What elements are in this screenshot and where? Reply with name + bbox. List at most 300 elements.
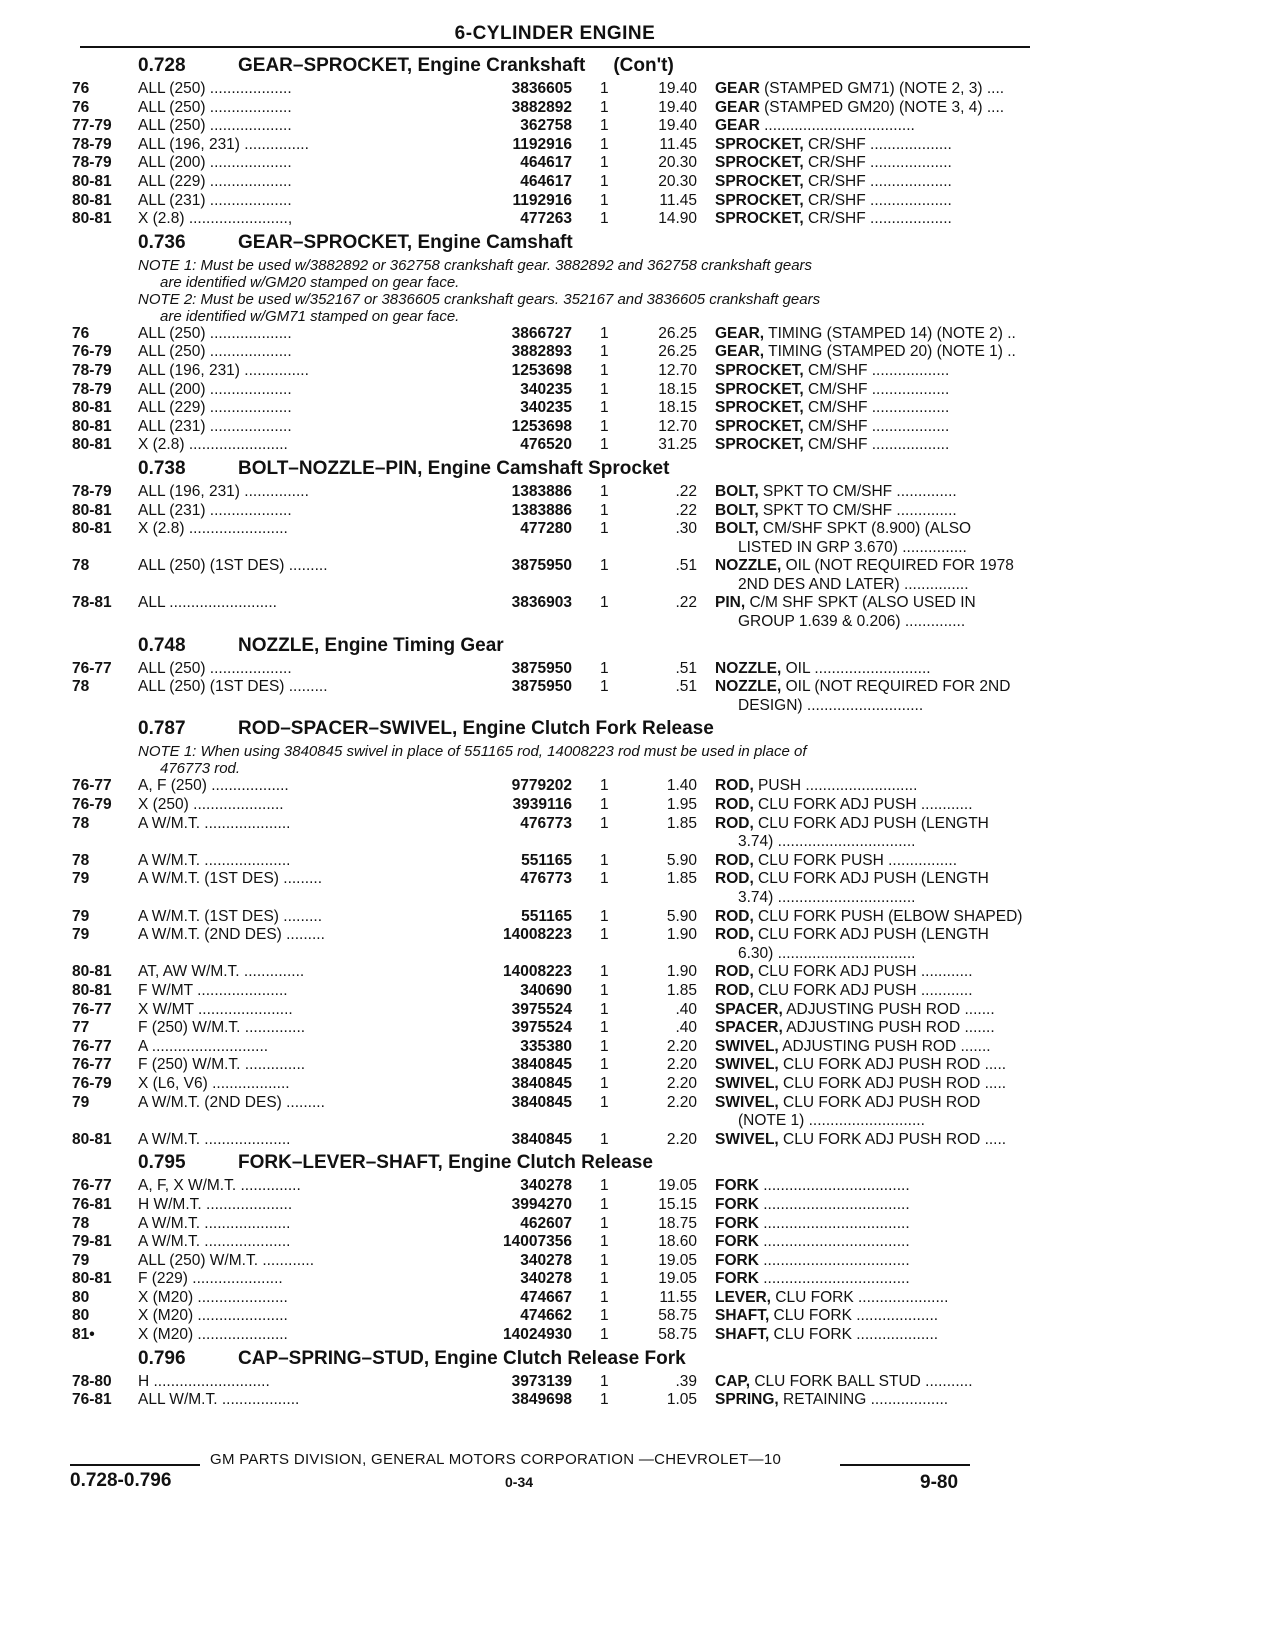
row-years: 79 xyxy=(72,926,90,944)
row-years: 76 xyxy=(72,80,90,97)
row-description-key: ROD, xyxy=(715,796,754,814)
section-title: ROD–SPACER–SWIVEL, Engine Clutch Fork Release xyxy=(238,718,714,740)
row-part-number: 340690 xyxy=(520,981,572,999)
row-part-number: 3975524 xyxy=(511,1019,572,1037)
row-model: H ........................... xyxy=(138,1372,270,1390)
row-description-text: CLU FORK ADJ PUSH (LENGTH xyxy=(753,814,989,832)
row-description-text: CM/SHF .................. xyxy=(803,399,950,417)
row-description-text: CR/SHF ................... xyxy=(803,191,952,209)
row-model: A W/M.T. .................... xyxy=(138,851,291,869)
row-price: 15.15 xyxy=(658,1195,697,1213)
row-years: 80-81 xyxy=(72,963,112,981)
section-heading xyxy=(70,1149,1030,1177)
catalog-section xyxy=(70,1345,1030,1410)
row-part-number: 3973139 xyxy=(511,1372,572,1390)
row-description-key: SPROCKET, xyxy=(715,399,804,417)
row-model: A W/M.T. .................... xyxy=(138,1130,291,1148)
row-years: 78 xyxy=(72,557,90,575)
row-description xyxy=(715,192,1057,211)
row-part-number: 14007356 xyxy=(503,1233,572,1251)
row-model: A W/M.T. .................... xyxy=(138,1214,291,1232)
row-description xyxy=(715,362,1057,381)
row-model: H W/M.T. .................... xyxy=(138,1195,293,1213)
row-model: ALL (196, 231) ............... xyxy=(138,135,309,153)
row-description-key: PIN, xyxy=(715,594,746,612)
row-description-text: .................................. xyxy=(758,1270,910,1288)
row-model: X (M20) ..................... xyxy=(138,1288,288,1306)
catalog-section xyxy=(70,632,1030,716)
row-description xyxy=(715,154,1057,173)
row-model: ALL (231) ................... xyxy=(138,501,292,519)
row-description-key: SWIVEL, xyxy=(715,1130,779,1148)
section-heading xyxy=(70,455,1030,483)
row-quantity: 1 xyxy=(600,482,609,500)
part-row xyxy=(70,1289,1030,1308)
row-description xyxy=(715,1131,1057,1150)
row-description-key: SPROCKET, xyxy=(715,436,804,454)
row-part-number: 1192916 xyxy=(512,135,572,153)
row-description-text: ADJUSTING PUSH ROD ....... xyxy=(778,1037,991,1055)
row-description-key: SPROCKET, xyxy=(715,172,804,190)
row-model: F W/MT ..................... xyxy=(138,981,288,999)
row-description-key: FORK xyxy=(715,1251,759,1269)
row-quantity: 1 xyxy=(600,520,609,538)
section-heading xyxy=(70,229,1030,257)
section-code: 0.748 xyxy=(138,634,186,656)
row-years: 78-80 xyxy=(72,1372,112,1390)
row-description-key: SPACER, xyxy=(715,1000,783,1018)
row-description xyxy=(715,1177,1057,1196)
row-model: X (2.8) ......................., xyxy=(138,210,293,228)
row-description-key: GEAR, xyxy=(715,343,765,361)
row-price: .40 xyxy=(675,1019,697,1037)
row-description-continued xyxy=(70,613,1030,632)
row-quantity: 1 xyxy=(600,1037,609,1055)
row-quantity: 1 xyxy=(600,191,609,209)
row-description-text: CR/SHF ................... xyxy=(803,172,952,190)
row-description-continued xyxy=(70,889,1030,908)
row-description-key: FORK xyxy=(715,1270,759,1288)
row-description-cont-text: GROUP 1.639 & 0.206) .............. xyxy=(738,613,966,631)
row-part-number: 14008223 xyxy=(503,963,572,981)
catalog-section xyxy=(70,52,1030,229)
row-price: 2.20 xyxy=(666,1037,697,1055)
catalog-section xyxy=(70,1149,1030,1344)
part-row xyxy=(70,381,1030,400)
row-years: 78 xyxy=(72,814,90,832)
part-row xyxy=(70,325,1030,344)
row-years: 76-79 xyxy=(72,1074,112,1092)
row-part-number: 1253698 xyxy=(511,417,572,435)
row-description-key: NOZZLE, xyxy=(715,659,782,677)
row-description xyxy=(715,557,1057,576)
part-row xyxy=(70,173,1030,192)
row-price: 1.05 xyxy=(666,1391,697,1409)
row-description xyxy=(715,418,1057,437)
page-footer xyxy=(70,1448,1010,1508)
row-part-number: 9779202 xyxy=(511,777,572,795)
row-description xyxy=(715,1038,1057,1057)
row-description-key: FORK xyxy=(715,1214,759,1232)
row-price: 19.05 xyxy=(658,1177,697,1195)
row-price: 5.90 xyxy=(666,851,697,869)
row-quantity: 1 xyxy=(600,1019,609,1037)
section-code: 0.738 xyxy=(138,457,186,479)
row-price: .39 xyxy=(675,1372,697,1390)
row-years: 80-81 xyxy=(72,1270,112,1288)
footer-line xyxy=(70,1448,1010,1468)
section-note xyxy=(138,743,1030,777)
row-description-key: SPROCKET, xyxy=(715,210,804,228)
title-rule xyxy=(80,46,1030,48)
row-price: 19.40 xyxy=(658,117,697,135)
row-part-number: 476773 xyxy=(520,814,572,832)
row-quantity: 1 xyxy=(600,1391,609,1409)
row-years: 80-81 xyxy=(72,981,112,999)
row-description-text: .................................. xyxy=(758,1195,910,1213)
footer-publisher: GM PARTS DIVISION, GENERAL MOTORS CORPORATION —CHEVROLET—10 xyxy=(210,1451,782,1468)
row-model: X (M20) ..................... xyxy=(138,1307,288,1325)
row-part-number: 3840845 xyxy=(511,1056,572,1074)
row-price: 2.20 xyxy=(666,1093,697,1111)
row-part-number: 477280 xyxy=(520,520,572,538)
note-line: NOTE 1: When using 3840845 swivel in place of 551165 rod, 14008223 rod must be used in place of xyxy=(138,743,807,761)
row-quantity: 1 xyxy=(600,870,609,888)
row-description-key: BOLT, xyxy=(715,501,759,519)
row-description xyxy=(715,1075,1057,1094)
part-row xyxy=(70,1252,1030,1271)
row-quantity: 1 xyxy=(600,1307,609,1325)
row-description-text: OIL ........................... xyxy=(781,659,931,677)
row-quantity: 1 xyxy=(600,1214,609,1232)
row-part-number: 1192916 xyxy=(512,191,572,209)
row-model: ALL (250) (1ST DES) ......... xyxy=(138,557,328,575)
row-description-key: FORK xyxy=(715,1233,759,1251)
row-quantity: 1 xyxy=(600,1000,609,1018)
row-model: ALL (250) ................... xyxy=(138,80,292,97)
part-row xyxy=(70,343,1030,362)
part-row xyxy=(70,1131,1030,1150)
row-description-text: CLU FORK BALL STUD ........... xyxy=(750,1372,973,1390)
row-description-key: SPRING, xyxy=(715,1391,779,1409)
row-price: .51 xyxy=(675,659,697,677)
row-price: 1.90 xyxy=(666,926,697,944)
part-row xyxy=(70,815,1030,834)
section-title: BOLT–NOZZLE–PIN, Engine Camshaft Sprocket xyxy=(238,457,670,479)
row-price: 1.40 xyxy=(666,777,697,795)
row-description-key: FORK xyxy=(715,1177,759,1195)
row-description xyxy=(715,1391,1057,1410)
row-description-text: CLU FORK PUSH (ELBOW SHAPED) xyxy=(753,907,1023,925)
row-quantity: 1 xyxy=(600,926,609,944)
row-description-key: ROD, xyxy=(715,981,754,999)
section-code: 0.728 xyxy=(138,55,186,76)
row-part-number: 477263 xyxy=(520,210,572,228)
part-row xyxy=(70,436,1030,455)
row-description-text: CLU FORK ADJ PUSH ROD ..... xyxy=(778,1130,1007,1148)
part-row xyxy=(70,1094,1030,1113)
row-price: 1.90 xyxy=(666,963,697,981)
row-description xyxy=(715,173,1057,192)
part-row xyxy=(70,908,1030,927)
row-description xyxy=(715,520,1057,539)
row-description-key: SWIVEL, xyxy=(715,1056,779,1074)
row-price: 58.75 xyxy=(658,1307,697,1325)
row-model: A W/M.T. .................... xyxy=(138,814,291,832)
row-price: 2.20 xyxy=(666,1130,697,1148)
row-description-key: ROD, xyxy=(715,851,754,869)
row-quantity: 1 xyxy=(600,1326,609,1344)
row-quantity: 1 xyxy=(600,210,609,228)
row-years: 81• xyxy=(72,1326,95,1344)
row-model: A, F, X W/M.T. .............. xyxy=(138,1177,301,1195)
row-description-text: (STAMPED GM71) (NOTE 2, 3) .... xyxy=(759,80,1005,97)
row-description-cont-text: 3.74) ................................ xyxy=(738,833,916,851)
row-quantity: 1 xyxy=(600,80,609,97)
row-description-key: SPACER, xyxy=(715,1019,783,1037)
row-description-text: ................................... xyxy=(759,117,915,135)
row-description xyxy=(715,594,1057,613)
row-quantity: 1 xyxy=(600,1195,609,1213)
row-part-number: 362758 xyxy=(520,117,572,135)
row-years: 79 xyxy=(72,907,90,925)
row-description-key: SHAFT, xyxy=(715,1326,770,1344)
row-description-key: SPROCKET, xyxy=(715,135,804,153)
row-quantity: 1 xyxy=(600,361,609,379)
row-description-text: .................................. xyxy=(758,1251,910,1269)
row-description xyxy=(715,1373,1057,1392)
row-price: 11.55 xyxy=(659,1288,697,1306)
section-title: CAP–SPRING–STUD, Engine Clutch Release Fork xyxy=(238,1347,686,1369)
row-description xyxy=(715,1094,1057,1113)
row-description-key: SPROCKET, xyxy=(715,417,804,435)
part-row xyxy=(70,520,1030,539)
row-part-number: 340235 xyxy=(520,380,572,398)
section-note xyxy=(138,291,1030,325)
row-part-number: 3875950 xyxy=(511,557,572,575)
part-row xyxy=(70,1019,1030,1038)
row-description xyxy=(715,502,1057,521)
row-years: 80 xyxy=(72,1307,90,1325)
row-years: 78-79 xyxy=(72,154,112,172)
row-description-key: ROD, xyxy=(715,926,754,944)
row-description xyxy=(715,99,1057,118)
section-code: 0.787 xyxy=(138,718,186,740)
row-description-key: ROD, xyxy=(715,907,754,925)
row-description xyxy=(715,678,1057,697)
row-description-key: SPROCKET, xyxy=(715,380,804,398)
row-description-text: CR/SHF ................... xyxy=(803,135,952,153)
row-part-number: 3882892 xyxy=(511,98,572,116)
row-model: ALL (250) W/M.T. ............ xyxy=(138,1251,314,1269)
row-quantity: 1 xyxy=(600,963,609,981)
part-row xyxy=(70,362,1030,381)
row-description-key: ROD, xyxy=(715,963,754,981)
row-price: 20.30 xyxy=(658,154,697,172)
row-price: 20.30 xyxy=(658,172,697,190)
row-description-text: SPKT TO CM/SHF .............. xyxy=(758,501,957,519)
row-price: 1.85 xyxy=(666,814,697,832)
row-years: 79 xyxy=(72,870,90,888)
row-description-text: CLU FORK ADJ PUSH (LENGTH xyxy=(753,926,989,944)
row-description-cont-text: DESIGN) ........................... xyxy=(738,696,924,714)
row-description xyxy=(715,117,1057,136)
part-row xyxy=(70,154,1030,173)
row-price: 12.70 xyxy=(658,361,697,379)
row-model: X (250) ..................... xyxy=(138,796,284,814)
part-row xyxy=(70,1373,1030,1392)
part-row xyxy=(70,80,1030,99)
footer-group-range: 0.728-0.796 xyxy=(70,1470,172,1491)
row-part-number: 3875950 xyxy=(511,659,572,677)
row-years: 79-81 xyxy=(72,1233,112,1251)
part-row xyxy=(70,1038,1030,1057)
row-quantity: 1 xyxy=(600,594,609,612)
row-description-continued xyxy=(70,697,1030,716)
row-quantity: 1 xyxy=(600,324,609,342)
row-price: 31.25 xyxy=(658,436,697,454)
part-row xyxy=(70,1307,1030,1326)
row-years: 76-81 xyxy=(72,1195,112,1213)
row-years: 80-81 xyxy=(72,1130,112,1148)
section-continued: (Con't) xyxy=(613,55,674,76)
row-description-text: CLU FORK ................... xyxy=(769,1326,939,1344)
row-description xyxy=(715,1001,1057,1020)
row-model: ALL (250) ................... xyxy=(138,343,292,361)
row-quantity: 1 xyxy=(600,1372,609,1390)
section-title: GEAR–SPROCKET, Engine Camshaft xyxy=(238,231,573,253)
row-price: .51 xyxy=(675,557,697,575)
row-description xyxy=(715,963,1057,982)
row-part-number: 476520 xyxy=(520,436,572,454)
row-description xyxy=(715,870,1057,889)
row-model: ALL (250) ................... xyxy=(138,659,292,677)
part-row xyxy=(70,117,1030,136)
row-quantity: 1 xyxy=(600,154,609,172)
row-quantity: 1 xyxy=(600,851,609,869)
row-description-text: CM/SHF .................. xyxy=(803,361,950,379)
part-row xyxy=(70,678,1030,697)
row-model: ALL (250) ................... xyxy=(138,98,292,116)
row-description-key: GEAR xyxy=(715,117,760,135)
row-description xyxy=(715,908,1057,927)
row-model: ALL (250) ................... xyxy=(138,324,292,342)
row-years: 78-79 xyxy=(72,361,112,379)
row-quantity: 1 xyxy=(600,1288,609,1306)
section-code: 0.795 xyxy=(138,1152,186,1174)
row-description xyxy=(715,483,1057,502)
part-row xyxy=(70,594,1030,613)
row-model: ALL (231) ................... xyxy=(138,191,292,209)
row-description xyxy=(715,1307,1057,1326)
row-price: 26.25 xyxy=(658,343,697,361)
row-price: .22 xyxy=(675,482,697,500)
row-price: 2.20 xyxy=(666,1056,697,1074)
row-quantity: 1 xyxy=(600,399,609,417)
row-years: 78 xyxy=(72,678,90,696)
row-description xyxy=(715,1196,1057,1215)
row-description-continued xyxy=(70,576,1030,595)
part-row xyxy=(70,1001,1030,1020)
row-description-text: CLU FORK ..................... xyxy=(770,1288,949,1306)
part-row xyxy=(70,1075,1030,1094)
row-part-number: 3836605 xyxy=(511,80,572,97)
part-row xyxy=(70,777,1030,796)
row-description-text: CLU FORK ADJ PUSH (LENGTH xyxy=(753,870,989,888)
row-price: 14.90 xyxy=(658,210,697,228)
row-part-number: 335380 xyxy=(520,1037,572,1055)
row-description-key: LEVER, xyxy=(715,1288,771,1306)
row-description xyxy=(715,136,1057,155)
row-description xyxy=(715,1252,1057,1271)
row-price: 26.25 xyxy=(658,324,697,342)
row-part-number: 3840845 xyxy=(511,1093,572,1111)
part-row xyxy=(70,870,1030,889)
row-quantity: 1 xyxy=(600,417,609,435)
row-description-key: SPROCKET, xyxy=(715,361,804,379)
row-price: 2.20 xyxy=(666,1074,697,1092)
row-years: 80-81 xyxy=(72,210,112,228)
row-description-key: ROD, xyxy=(715,870,754,888)
row-quantity: 1 xyxy=(600,1233,609,1251)
section-title: GEAR–SPROCKET, Engine Crankshaft xyxy=(238,55,586,76)
row-quantity: 1 xyxy=(600,659,609,677)
row-description-key: ROD, xyxy=(715,814,754,832)
row-description-key: NOZZLE, xyxy=(715,678,782,696)
row-price: 58.75 xyxy=(658,1326,697,1344)
row-model: ALL (200) ................... xyxy=(138,380,292,398)
row-description-text: C/M SHF SPKT (ALSO USED IN xyxy=(745,594,976,612)
note-line-cont: 476773 rod. xyxy=(160,760,241,778)
row-description xyxy=(715,815,1057,834)
row-description xyxy=(715,777,1057,796)
row-quantity: 1 xyxy=(600,777,609,795)
row-quantity: 1 xyxy=(600,1270,609,1288)
row-description-key: GEAR, xyxy=(715,324,765,342)
row-years: 80-81 xyxy=(72,191,112,209)
row-part-number: 3875950 xyxy=(511,678,572,696)
section-title: NOZZLE, Engine Timing Gear xyxy=(238,634,504,656)
row-description xyxy=(715,660,1057,679)
row-years: 78 xyxy=(72,1214,90,1232)
part-row xyxy=(70,192,1030,211)
row-description xyxy=(715,1270,1057,1289)
row-description-text: CLU FORK ADJ PUSH ............ xyxy=(753,981,973,999)
row-description xyxy=(715,1289,1057,1308)
row-description-text: CM/SHF .................. xyxy=(803,436,950,454)
part-row xyxy=(70,136,1030,155)
part-row xyxy=(70,210,1030,229)
row-model: ALL ......................... xyxy=(138,594,277,612)
row-years: 80-81 xyxy=(72,520,112,538)
row-description xyxy=(715,1233,1057,1252)
row-quantity: 1 xyxy=(600,1130,609,1148)
row-description-text: OIL (NOT REQUIRED FOR 1978 xyxy=(781,557,1014,575)
row-part-number: 3849698 xyxy=(511,1391,572,1409)
row-model: A W/M.T. (2ND DES) ......... xyxy=(138,926,325,944)
row-model: F (250) W/M.T. .............. xyxy=(138,1056,306,1074)
row-model: A W/M.T. (1ST DES) ......... xyxy=(138,870,323,888)
row-part-number: 3939116 xyxy=(512,796,572,814)
section-code: 0.736 xyxy=(138,231,186,253)
row-description xyxy=(715,1326,1057,1345)
row-quantity: 1 xyxy=(600,796,609,814)
row-years: 80-81 xyxy=(72,172,112,190)
row-price: 19.40 xyxy=(658,80,697,97)
row-price: 19.05 xyxy=(658,1270,697,1288)
row-years: 76-79 xyxy=(72,343,112,361)
row-part-number: 14024930 xyxy=(503,1326,572,1344)
